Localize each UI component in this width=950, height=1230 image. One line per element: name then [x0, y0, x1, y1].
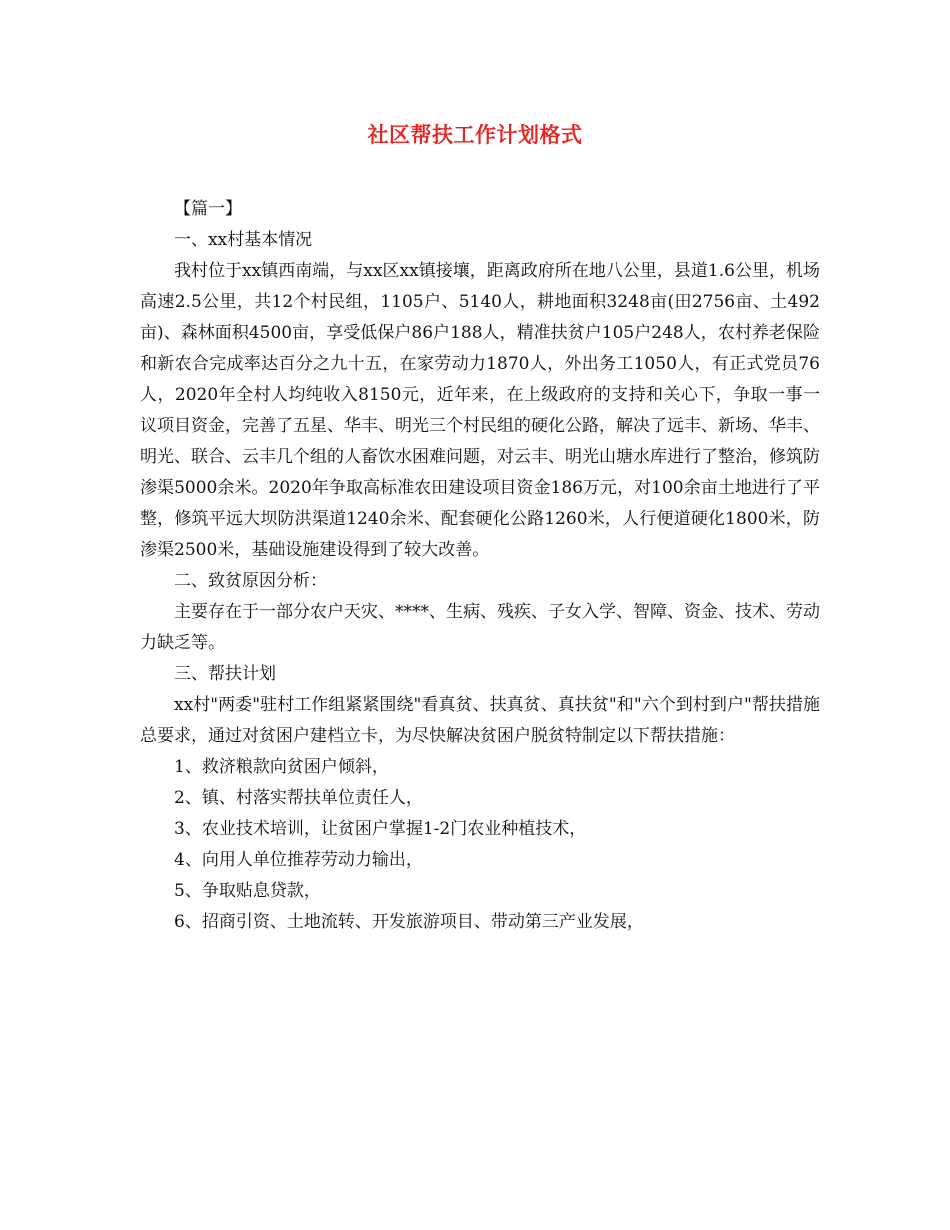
- list-item: 1、救济粮款向贫困户倾斜，: [174, 757, 389, 777]
- paragraph: 我村位于xx镇西南端，与xx区xx镇接壤，距离政府所在地八公里，县道1.6公里，机场高速2.5公里，共12个村民组，1105户、5140人，耕地面积3248亩(田2756亩、土492亩)、森林面积4500亩，享受低保户86户188人，精准扶贫户105户248人，农村养老保险和新农合完成率达百分之九十五，在家劳动力1870人，外出务工1050人，有正式党员76人，2020年全村人均纯收入8150元，近年来，在上级政府的支持和关心下，争取一事一议项目资金，完善了五星、华丰、明光三个村民组的硬化公路，解决了远丰、新场、华丰、明光、联合、云丰几个组的人畜饮水困难问题，对云丰、明光山塘水库进行了整治，修筑防渗渠5000余米。2020年争取高标准农田建设项目资金186万元，对100余亩土地进行了平整，修筑平远大坝防洪渠道1240余米、配套硬化公路1260米，人行便道硬化1800米，防渗渠2500米，基础设施建设得到了较大改善。: [140, 261, 820, 560]
- section-heading: 三、帮扶计划: [174, 664, 276, 684]
- list-item: 3、农业技术培训，让贫困户掌握1-2门农业种植技术，: [174, 819, 587, 839]
- paragraph: 主要存在于一部分农户天灾、****、生病、残疾、子女入学、智障、资金、技术、劳动力缺乏等。: [140, 602, 820, 653]
- document-title: 社区帮扶工作计划格式: [367, 122, 583, 147]
- section-heading: 一、xx村基本情况: [174, 230, 313, 250]
- list-item: 4、向用人单位推荐劳动力输出，: [174, 850, 423, 870]
- paragraph: xx村"两委"驻村工作组紧紧围绕"看真贫、扶真贫、真扶贫"和"六个到村到户"帮扶措施总要求，通过对贫困户建档立卡，为尽快解决贫困户脱贫特制定以下帮扶措施：: [140, 695, 820, 746]
- document-body: [140, 194, 820, 938]
- list-item: 6、招商引资、土地流转、开发旅游项目、带动第三产业发展，: [174, 912, 644, 932]
- section-marker: 【篇一】: [174, 199, 242, 219]
- list-item: 5、争取贴息贷款，: [174, 881, 321, 901]
- section-heading: 二、致贫原因分析：: [174, 571, 327, 591]
- list-item: 2、镇、村落实帮扶单位责任人，: [174, 788, 423, 808]
